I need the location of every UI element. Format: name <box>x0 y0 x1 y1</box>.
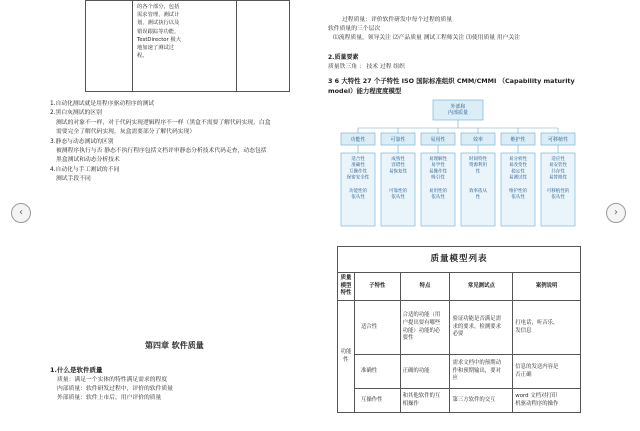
table-title: 质量模型列表 <box>338 247 581 273</box>
cell-line: 必要 <box>452 331 464 338</box>
table-header <box>338 273 355 301</box>
cell-line: 作和预期输出，要对 <box>452 367 501 374</box>
table-cell-sub: 适合性 <box>354 301 400 355</box>
sub-characteristic-label: 易理解性 <box>429 157 447 162</box>
table-cell-test <box>450 355 513 389</box>
compliance-label: 性 <box>475 195 481 201</box>
sub-characteristic-label: 资源利用 <box>469 163 487 169</box>
body-line: 内部质量：软件研发过程中，评价的软件质量 <box>57 386 173 393</box>
chapter-title: 第四章 软件质量 <box>145 340 204 350</box>
characteristic-label: 可靠性 <box>390 137 406 143</box>
table-cell <box>86 1 133 92</box>
quality-model-table <box>337 246 581 413</box>
list-line: 3.静态与动态测试的区别 <box>50 138 114 145</box>
sub-characteristic-label: 适合性 <box>351 157 365 162</box>
compliance-label: 依从性 <box>351 195 365 201</box>
cell-line: 特点 <box>419 282 431 289</box>
sub-characteristic-label: 准确性 <box>351 163 365 169</box>
cell-line: 相操作 <box>402 400 419 407</box>
cell-line: 子特性 <box>369 282 386 289</box>
cell-line: 打电话，听音乐， <box>515 319 559 326</box>
compliance-label: 功能性的 <box>349 189 367 194</box>
cell-line: 合适的功能（用 <box>402 311 441 318</box>
table-row <box>338 301 581 355</box>
table-cell-feature <box>400 389 450 413</box>
cell-line: 正确的功能 <box>402 367 430 374</box>
sub-characteristic-label: 易分析性 <box>509 157 527 162</box>
cell-line: 地加速了测试过 <box>137 45 175 52</box>
characteristic-label: 可移植性 <box>547 137 569 143</box>
cell-line: 发信息 <box>515 327 532 334</box>
root-label: 内部质量 <box>447 110 469 116</box>
table-cell-feature <box>400 355 450 389</box>
body-line: ⑴流程质量，领导关注 ⑵产品质量 测试工程师关注 ⑶使用质量 用户关注 <box>333 35 521 41</box>
cell-line: word 文档对打印 <box>515 392 558 399</box>
cell-line: 需求管理，测试计 <box>137 12 180 19</box>
sub-characteristic-label: 成熟性 <box>391 157 405 162</box>
sub-characteristic-label: 易改变性 <box>509 163 527 169</box>
sub-characteristic-label: 易操作性 <box>429 169 447 175</box>
list-line: 1.自动化测试就是用程序驱动程序的测试 <box>50 101 155 107</box>
list-line: 黑盒测试和动态分析技术 <box>56 157 120 164</box>
characteristic-label: 效率 <box>472 137 484 143</box>
cell-line: 要性 <box>402 335 414 342</box>
sub-characteristic-label: 容错性 <box>391 163 405 169</box>
sub-characteristic-label: 易恢复性 <box>389 169 407 175</box>
body-line: 软件质量的三个层次 <box>328 26 381 32</box>
section-heading-iso-model: 3 6 大特性 27 个子特性 ISO 国际标准组织 CMM/CMMI （Capability maturity model）能力程度度模型 <box>328 77 575 95</box>
table-cell-case <box>513 355 581 389</box>
characteristic-label: 易用性 <box>430 137 446 143</box>
cell-line: 验证功能是否满足需 <box>452 315 501 322</box>
sub-characteristic-label: 共存性 <box>551 169 565 175</box>
table-cell-test <box>450 301 513 355</box>
tool-table-fragment <box>85 0 290 92</box>
compliance-label: 易用性的 <box>429 189 447 194</box>
sub-characteristic-label: 吸引性 <box>431 175 445 181</box>
list-line: 测试手段不同 <box>56 176 91 183</box>
table-cell-test <box>450 389 513 413</box>
cell-line: 质量 <box>340 274 352 281</box>
characteristic-label: 功能性 <box>350 137 366 143</box>
table-cell-description <box>133 1 237 92</box>
chevron-right-icon: › <box>614 206 618 218</box>
sub-characteristic-label: 互操作性 <box>349 169 367 175</box>
test-notes-list <box>50 100 310 185</box>
table-row <box>338 355 581 389</box>
quality-model-diagram <box>338 98 578 228</box>
cell-line: 错误跟踪等功能， <box>137 28 180 35</box>
body-line: 过程质量：评价软件研发中每个过程的质量 <box>342 17 453 23</box>
sub-characteristic-label: 时间特性 <box>469 157 487 162</box>
cell-line: 求的要求，检测要求 <box>452 323 501 330</box>
cell-line: 案例说明 <box>535 282 558 289</box>
cell-line: 的各个部分，包括 <box>137 4 180 10</box>
sub-characteristic-label: 易替换性 <box>549 175 567 181</box>
cell-line: 户提出要有哪些 <box>402 319 441 326</box>
root-label: 外部和 <box>450 104 466 110</box>
section-heading-quality-elements: 2.质量要素 <box>328 54 359 61</box>
sub-characteristic-label: 性 <box>475 169 481 175</box>
cell-line: TestDirector 极大 <box>137 36 181 43</box>
compliance-label: 依从性 <box>431 195 445 201</box>
compliance-label: 可靠性的 <box>389 189 407 194</box>
sub-characteristic-label: 易测试性 <box>509 175 527 181</box>
compliance-label: 依从性 <box>511 195 525 201</box>
chevron-left-icon: ‹ <box>19 206 23 218</box>
table-header <box>400 273 450 301</box>
cell-line: 程。 <box>137 53 148 60</box>
cell-line: 机驱动程序的操作 <box>515 400 559 407</box>
right-page <box>326 0 596 431</box>
table-cell <box>237 1 290 92</box>
table-cell-sub: 准确性 <box>354 355 400 389</box>
body-line: 质量：满足一个实体的特性满足需求的程度 <box>57 377 168 383</box>
next-page-button[interactable] <box>606 203 626 223</box>
table-cell-case <box>513 389 581 413</box>
sub-characteristic-label: 保密安全性 <box>346 175 370 181</box>
cell-line: 和其他软件的互 <box>402 392 441 399</box>
table-cell-feature <box>400 301 450 355</box>
sub-characteristic-label: 稳定性 <box>511 169 525 175</box>
table-header <box>450 273 513 301</box>
cell-line: 第三方软件的交互 <box>452 396 496 403</box>
section-heading: 1.什么是软件质量 <box>50 366 103 374</box>
characteristic-label: 维护性 <box>510 137 526 143</box>
quality-notes <box>328 16 520 43</box>
table-cell-sub: 互操作性 <box>354 389 400 413</box>
list-line: 4.自动化与手工测试的不同 <box>50 166 120 173</box>
cell-line: 特性 <box>340 290 352 297</box>
cell-line: 常见测试点 <box>467 282 495 289</box>
cell-line: 划，测试执行以及 <box>137 20 180 27</box>
cell-line: 需求文档中的预期动 <box>452 359 501 366</box>
previous-page-button[interactable] <box>11 203 31 223</box>
body-line: 外部质量：软件上市后，用户评价的质量 <box>57 395 162 402</box>
list-line: 测试的对象不一样，对于代码实现逻辑程序不一样（黑盒不需要了解代码实现，白盒 <box>56 119 271 126</box>
cell-line: 应 <box>452 375 458 382</box>
compliance-label: 效率依从 <box>469 189 487 194</box>
list-line: 被测程序执行与否 静态不执行程序包括文档评审静态分析技术代码走查，动态包括 <box>56 148 267 155</box>
sub-characteristic-label: 适应性 <box>551 157 565 162</box>
section-body <box>57 376 173 404</box>
left-page <box>45 0 310 431</box>
list-line: 需要完全了解代码实现，灰盒需要部分了解代码实现） <box>56 129 196 136</box>
compliance-label: 依从性 <box>391 195 405 201</box>
list-line: 2.黑白灰测试的区别 <box>50 110 102 117</box>
table-header <box>513 273 581 301</box>
cell-line: 功能）功能的必 <box>402 327 441 334</box>
table-category: 功能性 <box>338 301 355 413</box>
sub-characteristic-label: 易安装性 <box>549 163 567 169</box>
quality-triangle-line: 质量铁三角 ： 技术 过程 组织 <box>328 64 405 70</box>
compliance-label: 依从性 <box>551 195 565 201</box>
table-row <box>338 389 581 413</box>
sub-characteristic-label: 易学性 <box>431 163 445 169</box>
cell-line: 模型 <box>340 282 352 289</box>
compliance-label: 维护性的 <box>509 189 527 194</box>
table-header <box>354 273 400 301</box>
cell-line: 信息的发送内容是 <box>515 363 559 370</box>
compliance-label: 可移植性的 <box>546 189 570 194</box>
cell-line: 否正确 <box>515 371 532 378</box>
table-cell-case <box>513 301 581 355</box>
